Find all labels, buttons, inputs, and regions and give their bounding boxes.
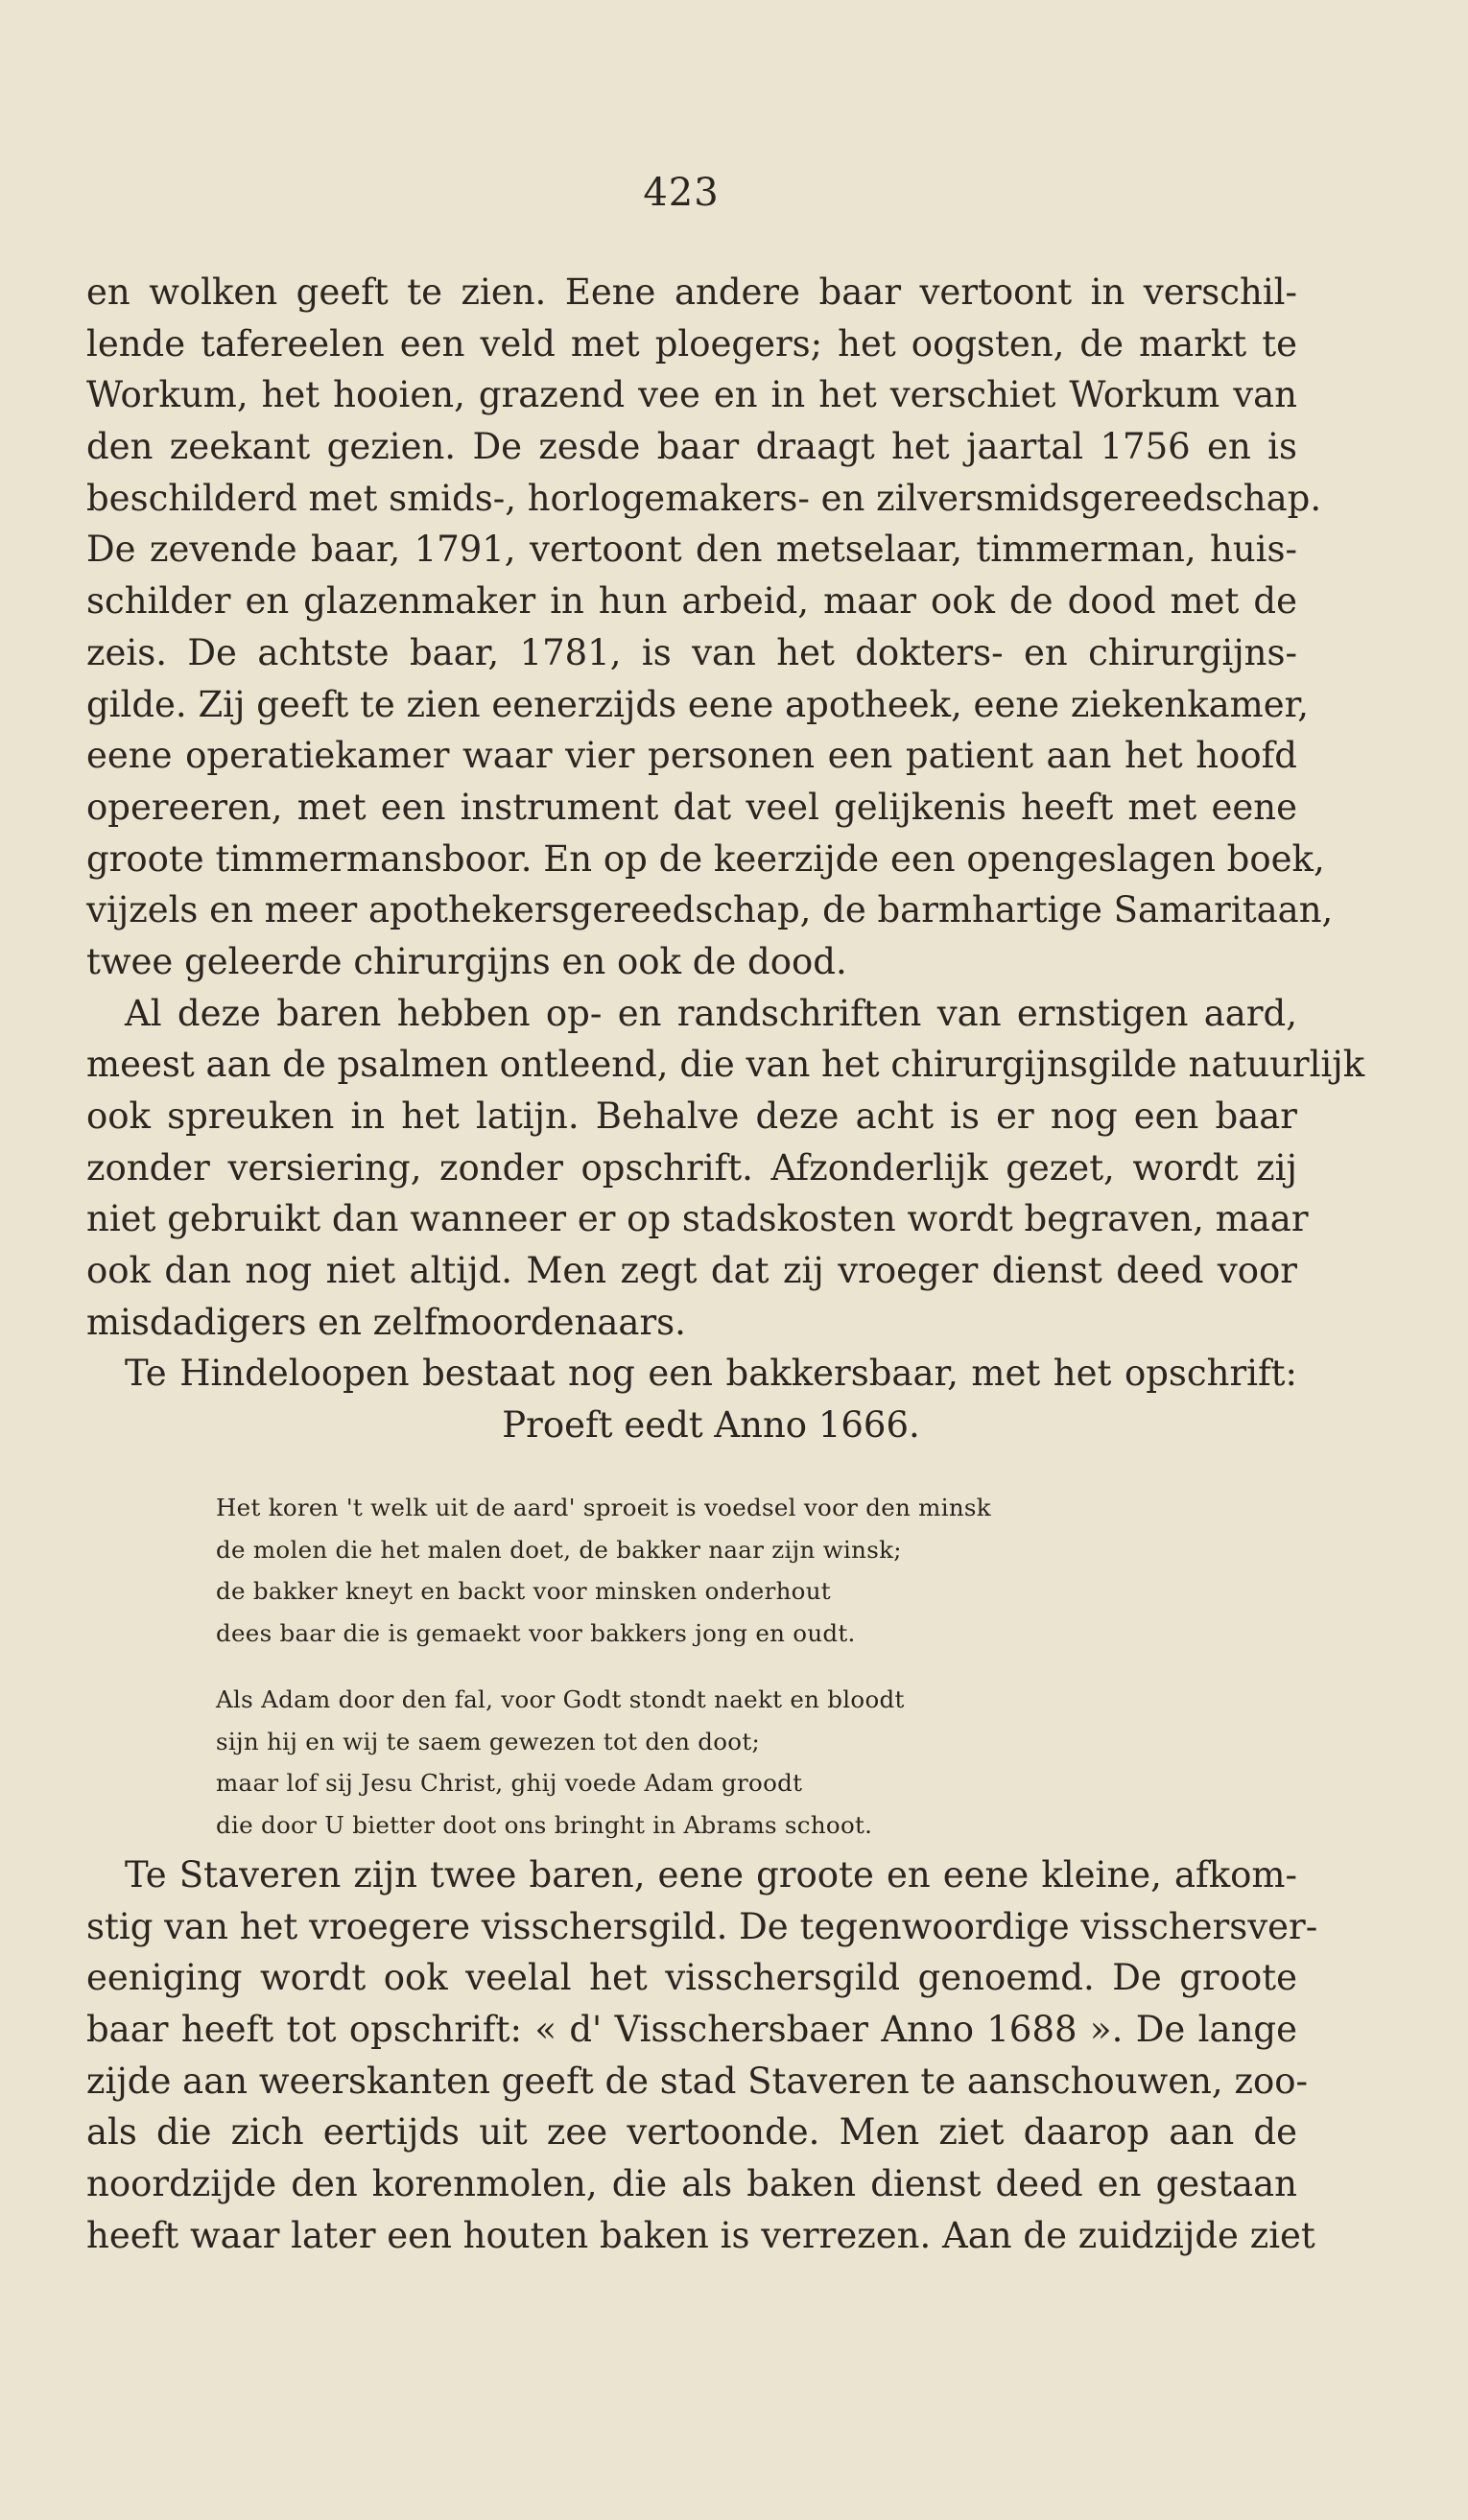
text-line: heeft waar later een houten baken is verrezen. Aan de zuidzijde ziet — [86, 2214, 1315, 2256]
poem-line: die door U bietter doot ons bringht in Abrams schoot. — [216, 1810, 873, 1839]
text-line: zijde aan weerskanten geeft de stad Staveren te aanschouwen, zoo- — [86, 2060, 1308, 2102]
poem-stanza-1 — [216, 1487, 991, 1654]
poem-line: sijn hij en wij te saem gewezen tot den doot; — [216, 1727, 761, 1755]
text-line: niet gebruikt dan wanneer er op stadskosten wordt begraven, maar — [86, 1198, 1309, 1240]
text-line: eeniging wordt ook veelal het visschersgild genoemd. De groote — [86, 1957, 1297, 1999]
text-line: noordzijde den korenmolen, die als baken dienst deed en gestaan — [86, 2163, 1297, 2205]
text-line: groote timmermansboor. En op de keerzijde een opengeslagen boek, — [86, 837, 1325, 880]
text-line: als die zich eertijds uit zee vertoonde. Men ziet daarop aan de — [86, 2111, 1297, 2154]
poem-line: dees baar die is gemaekt voor bakkers jong en oudt. — [216, 1618, 856, 1647]
text-line: den zeekant gezien. De zesde baar draagt het jaartal 1756 en is — [86, 426, 1297, 468]
body-text-bottom — [86, 1849, 1318, 2262]
text-line: misdadigers en zelfmoordenaars. — [86, 1301, 686, 1343]
text-line: opereeren, met een instrument dat veel gelijkenis heeft met eene — [86, 786, 1297, 828]
poem-line: maar lof sij Jesu Christ, ghij voede Adam groodt — [216, 1769, 803, 1797]
text-line: Te Staveren zijn twee baren, eene groote en eene kleine, afkom- — [125, 1854, 1297, 1896]
text-line: schilder en glazenmaker in hun arbeid, maar ook de dood met de — [86, 580, 1297, 623]
text-line: De zevende baar, 1791, vertoont den metselaar, timmerman, huis- — [86, 529, 1297, 571]
inscription-line: Proeft eedt Anno 1666. — [502, 1404, 920, 1447]
text-line: lende tafereelen een veld met ploegers; het oogsten, de markt te — [86, 322, 1297, 365]
page-number: 423 — [643, 171, 720, 215]
poem-line: de molen die het malen doet, de bakker naar zijn winsk; — [216, 1535, 902, 1564]
text-line: ook spreuken in het latijn. Behalve deze acht is er nog een baar — [86, 1095, 1297, 1137]
text-line: gilde. Zij geeft te zien eenerzijds eene apotheek, eene ziekenkamer, — [86, 683, 1310, 725]
text-line: baar heeft tot opschrift: « d' Visschersbaer Anno 1688 ». De lange — [86, 2009, 1297, 2051]
poem-line: Als Adam door den fal, voor Godt stondt naekt en bloodt — [216, 1685, 905, 1713]
text-line: eene operatiekamer waar vier personen een patient aan het hoofd — [86, 735, 1297, 777]
poem-line: Het koren 't welk uit de aard' sproeit is voedsel voor den minsk — [216, 1494, 991, 1521]
text-line: twee geleerde chirurgijns en ook de dood. — [86, 940, 847, 982]
text-line: vijzels en meer apothekersgereedschap, de barmhartige Samaritaan, — [86, 889, 1334, 931]
text-line: zonder versiering, zonder opschrift. Afzonderlijk gezet, wordt zij — [86, 1146, 1297, 1189]
body-text-top — [86, 267, 1365, 1451]
text-line: en wolken geeft te zien. Eene andere baar vertoont in verschil- — [86, 271, 1297, 313]
poem-line: de bakker kneyt en backt voor minsken onderhout — [216, 1577, 831, 1605]
text-line: beschilderd met smids-, horlogemakers- en zilversmidsgereedschap. — [86, 477, 1322, 519]
text-line: Al deze baren hebben op- en randschriften van ernstigen aard, — [125, 992, 1297, 1034]
text-line: Te Hindeloopen bestaat nog een bakkersbaar, met het opschrift: — [125, 1353, 1297, 1395]
text-line: stig van het vroegere visschersgild. De tegenwoordige visschersver- — [86, 1905, 1318, 1947]
text-line: ook dan nog niet altijd. Men zegt dat zij vroeger dienst deed voor — [86, 1250, 1297, 1292]
text-line: meest aan de psalmen ontleend, die van het chirurgijnsgilde natuurlijk — [86, 1044, 1365, 1086]
text-line: Workum, het hooien, grazend vee en in het verschiet Workum van — [86, 374, 1297, 416]
poem-stanza-2 — [216, 1679, 905, 1846]
text-line: zeis. De achtste baar, 1781, is van het dokters- en chirurgijns- — [86, 631, 1297, 673]
